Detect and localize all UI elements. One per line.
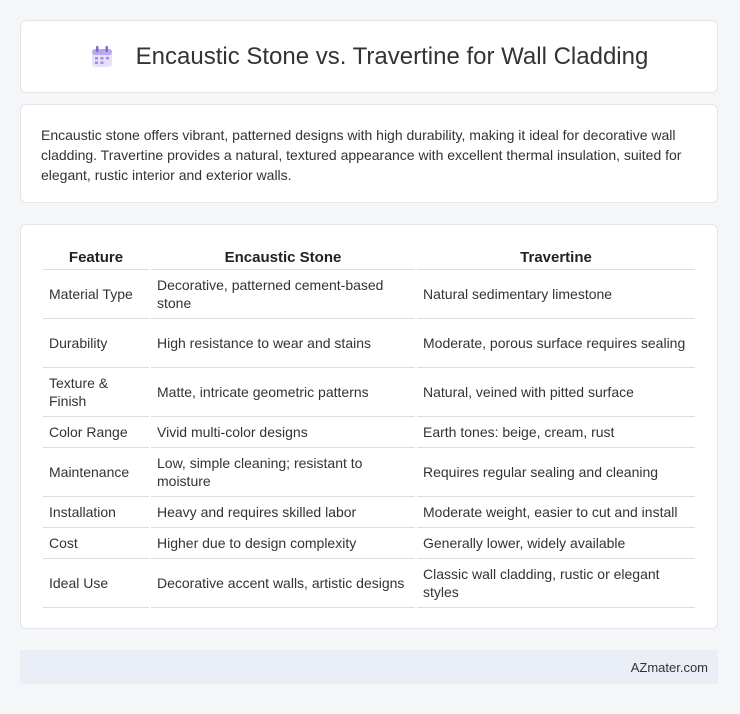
row-encaustic-value: Heavy and requires skilled labor bbox=[151, 497, 415, 528]
row-travertine-value: Generally lower, widely available bbox=[417, 528, 695, 559]
row-travertine-value: Earth tones: beige, cream, rust bbox=[417, 417, 695, 448]
table-row bbox=[43, 448, 695, 497]
table-row bbox=[43, 368, 695, 417]
table-header-row bbox=[43, 245, 695, 270]
row-feature: Durability bbox=[43, 319, 149, 368]
table-row bbox=[43, 319, 695, 368]
comparison-table bbox=[41, 245, 697, 608]
row-feature: Ideal Use bbox=[43, 559, 149, 608]
row-encaustic-value: Vivid multi-color designs bbox=[151, 417, 415, 448]
row-travertine-value: Classic wall cladding, rustic or elegant styles bbox=[417, 559, 695, 608]
column-header-travertine: Travertine bbox=[417, 245, 695, 270]
page-title: Encaustic Stone vs. Travertine for Wall Cladding bbox=[135, 42, 649, 70]
row-encaustic-value: High resistance to wear and stains bbox=[151, 319, 415, 368]
row-feature: Texture & Finish bbox=[43, 368, 149, 417]
comparison-card bbox=[20, 224, 718, 629]
column-header-feature: Feature bbox=[43, 245, 149, 270]
row-feature: Color Range bbox=[43, 417, 149, 448]
table-row bbox=[43, 417, 695, 448]
title-card bbox=[20, 20, 718, 93]
table-row bbox=[43, 497, 695, 528]
row-feature: Cost bbox=[43, 528, 149, 559]
row-encaustic-value: Decorative, patterned cement-based stone bbox=[151, 270, 415, 319]
row-travertine-value: Requires regular sealing and cleaning bbox=[417, 448, 695, 497]
footer-brand: AZmater.com bbox=[630, 659, 708, 675]
row-encaustic-value: Low, simple cleaning; resistant to moisture bbox=[151, 448, 415, 497]
calendar-icon bbox=[90, 45, 114, 69]
table-row bbox=[43, 270, 695, 319]
row-travertine-value: Natural, veined with pitted surface bbox=[417, 368, 695, 417]
intro-text: Encaustic stone offers vibrant, patterned designs with high durability, making it ideal for decorative wall cladding. Travertine provides a natural, textured appearance with excellent thermal insulation, suited for elegant, rustic interior and exterior walls. bbox=[41, 127, 682, 183]
row-travertine-value: Moderate weight, easier to cut and install bbox=[417, 497, 695, 528]
row-feature: Maintenance bbox=[43, 448, 149, 497]
row-encaustic-value: Higher due to design complexity bbox=[151, 528, 415, 559]
footer bbox=[20, 650, 718, 684]
row-travertine-value: Moderate, porous surface requires sealing bbox=[417, 319, 695, 368]
intro-card bbox=[20, 104, 718, 203]
row-encaustic-value: Matte, intricate geometric patterns bbox=[151, 368, 415, 417]
table-row bbox=[43, 528, 695, 559]
row-travertine-value: Natural sedimentary limestone bbox=[417, 270, 695, 319]
table-row bbox=[43, 559, 695, 608]
row-feature: Installation bbox=[43, 497, 149, 528]
column-header-encaustic: Encaustic Stone bbox=[151, 245, 415, 270]
row-feature: Material Type bbox=[43, 270, 149, 319]
row-encaustic-value: Decorative accent walls, artistic designs bbox=[151, 559, 415, 608]
